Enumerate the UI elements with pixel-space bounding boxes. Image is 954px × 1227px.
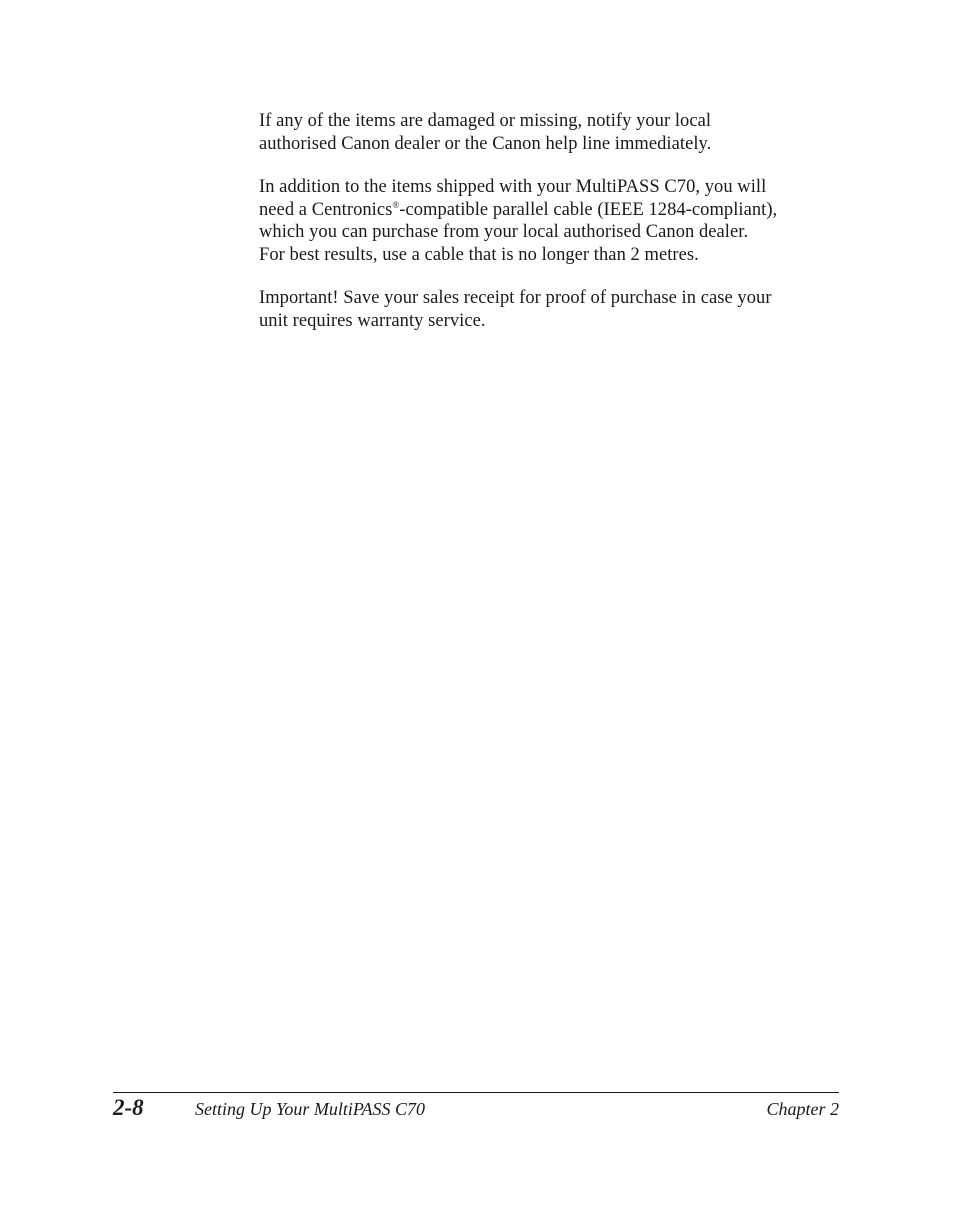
text-fragment: -compatible parallel cable (IEEE 1284-compliant), xyxy=(399,199,778,220)
footer-divider xyxy=(113,1092,839,1093)
text-line: If any of the items are damaged or missing, notify your local xyxy=(259,111,712,131)
text-line xyxy=(259,199,849,222)
paragraph-parallel-cable xyxy=(259,176,849,266)
page-footer xyxy=(113,1094,839,1124)
running-footer-chapter: Chapter 2 xyxy=(766,1099,839,1119)
registered-trademark-mark: ® xyxy=(392,199,400,210)
text-line: For best results, use a cable that is no longer than 2 metres. xyxy=(259,244,699,265)
text-line: In addition to the items shipped with your MultiPASS C70, you will xyxy=(259,177,767,197)
text-line: authorised Canon dealer or the Canon help line immediately. xyxy=(259,133,712,154)
paragraph-important-receipt xyxy=(259,287,849,332)
paragraph-damaged-items xyxy=(259,110,849,155)
page-number: 2-8 xyxy=(113,1095,144,1120)
text-line: Important! Save your sales receipt for proof of purchase in case your xyxy=(259,288,772,308)
text-line: unit requires warranty service. xyxy=(259,310,486,331)
text-fragment: need a Centronics xyxy=(259,199,393,220)
running-footer-title: Setting Up Your MultiPASS C70 xyxy=(195,1099,426,1119)
document-body xyxy=(259,110,849,353)
text-line: which you can purchase from your local authorised Canon dealer. xyxy=(259,222,749,242)
